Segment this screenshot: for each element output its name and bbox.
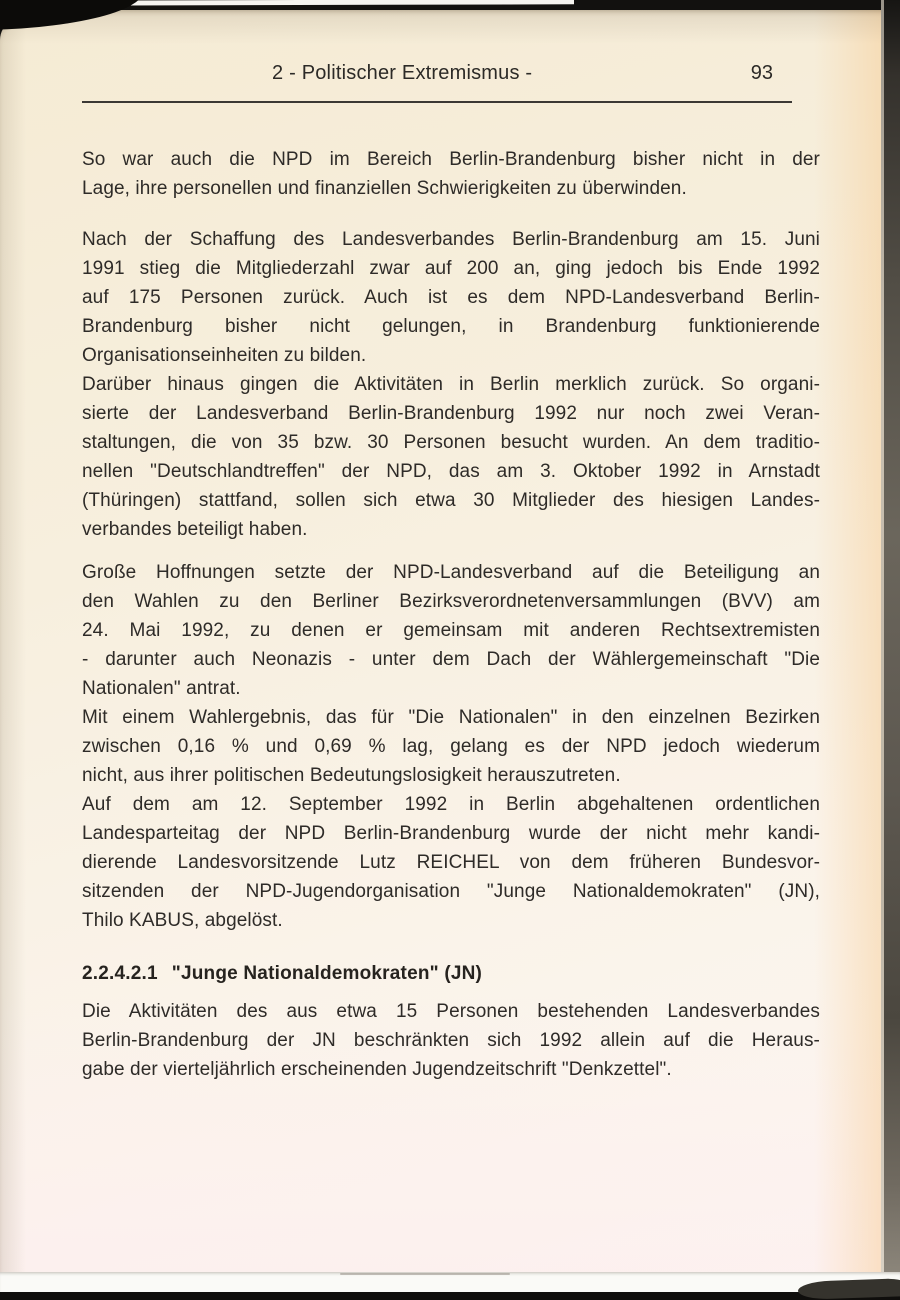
text-line: nicht, aus ihrer politischen Bedeutungslosigkeit herauszutreten. <box>82 765 621 786</box>
text-line: staltungen, die von 35 bzw. 30 Personen besucht wurden. An dem traditio- <box>82 432 820 453</box>
section-heading <box>82 959 820 988</box>
header-rule <box>82 101 792 103</box>
text-line: verbandes beteiligt haben. <box>82 519 308 540</box>
text-line: (Thüringen) stattfand, sollen sich etwa 30 Mitglieder des hiesigen Landes- <box>82 490 820 511</box>
text-line: Nationalen" antrat. <box>82 678 241 699</box>
text-line: Landesparteitag der NPD Berlin-Brandenburg wurde der nicht mehr kandi- <box>82 823 820 844</box>
scan-streak <box>340 1273 510 1275</box>
text-line: - darunter auch Neonazis - unter dem Dach der Wählergemeinschaft "Die <box>82 649 820 670</box>
page-content <box>82 10 820 1272</box>
paragraph <box>82 790 820 935</box>
text-line: Brandenburg bisher nicht gelungen, in Brandenburg funktionierende <box>82 316 820 337</box>
text-line: Lage, ihre personellen und finanziellen Schwierigkeiten zu überwinden. <box>82 178 687 199</box>
text-line: gabe der vierteljährlich erscheinenden Jugendzeitschrift "Denkzettel". <box>82 1059 672 1080</box>
text-line: 24. Mai 1992, zu denen er gemeinsam mit anderen Rechtsextremisten <box>82 620 820 641</box>
text-line: Die Aktivitäten des aus etwa 15 Personen bestehenden Landesverbandes <box>82 1001 820 1022</box>
section-title: "Junge Nationaldemokraten" (JN) <box>171 963 483 984</box>
book-page-paper <box>0 10 884 1272</box>
paragraph <box>82 703 820 790</box>
paragraph <box>82 558 820 703</box>
scanner-bottom-edge <box>0 1272 900 1292</box>
text-line: nellen "Deutschlandtreffen" der NPD, das am 3. Oktober 1992 in Arnstadt <box>82 461 820 482</box>
text-line: sitzenden der NPD-Jugendorganisation "Junge Nationaldemokraten" (JN), <box>82 881 820 902</box>
text-line: So war auch die NPD im Bereich Berlin-Brandenburg bisher nicht in der <box>82 149 820 170</box>
page-header <box>82 62 820 90</box>
text-line: Nach der Schaffung des Landesverbandes Berlin-Brandenburg am 15. Juni <box>82 229 820 250</box>
page-number: 93 <box>750 62 773 84</box>
paragraph <box>82 225 820 370</box>
section-number: 2.2.4.2.1 <box>82 963 158 984</box>
text-line: Große Hoffnungen setzte der NPD-Landesverband auf die Beteiligung an <box>82 562 820 583</box>
text-line: Darüber hinaus gingen die Aktivitäten in Berlin merklich zurück. So organi- <box>82 374 820 395</box>
book-edge-shadow <box>884 0 900 1272</box>
text-line: auf 175 Personen zurück. Auch ist es dem NPD-Landesverband Berlin- <box>82 287 820 308</box>
text-line: Organisationseinheiten zu bilden. <box>82 345 367 366</box>
text-line: Thilo KABUS, abgelöst. <box>82 910 283 931</box>
text-line: Mit einem Wahlergebnis, das für "Die Nationalen" in den einzelnen Bezirken <box>82 707 820 728</box>
text-line: 1991 stieg die Mitgliederzahl zwar auf 200 an, ging jedoch bis Ende 1992 <box>82 258 820 279</box>
paragraph <box>82 997 820 1084</box>
text-line: Berlin-Brandenburg der JN beschränkten sich 1992 allein auf die Heraus- <box>82 1030 820 1051</box>
paragraph <box>82 145 820 203</box>
text-line: Auf dem am 12. September 1992 in Berlin abgehaltenen ordentlichen <box>82 794 820 815</box>
scan-corner-smudge <box>798 1278 900 1300</box>
section-heading-line <box>82 959 820 988</box>
paragraph <box>82 370 820 544</box>
text-line: zwischen 0,16 % und 0,69 % lag, gelang es der NPD jedoch wiederum <box>82 736 820 757</box>
text-line: dierende Landesvorsitzende Lutz REICHEL von dem früheren Bundesvor- <box>82 852 820 873</box>
running-header-title: 2 - Politischer Extremismus - <box>272 62 533 84</box>
text-line: sierte der Landesverband Berlin-Brandenburg 1992 nur noch zwei Veran- <box>82 403 820 424</box>
text-line: den Wahlen zu den Berliner Bezirksverordnetenversammlungen (BVV) am <box>82 591 820 612</box>
page-body-text <box>82 145 820 1084</box>
